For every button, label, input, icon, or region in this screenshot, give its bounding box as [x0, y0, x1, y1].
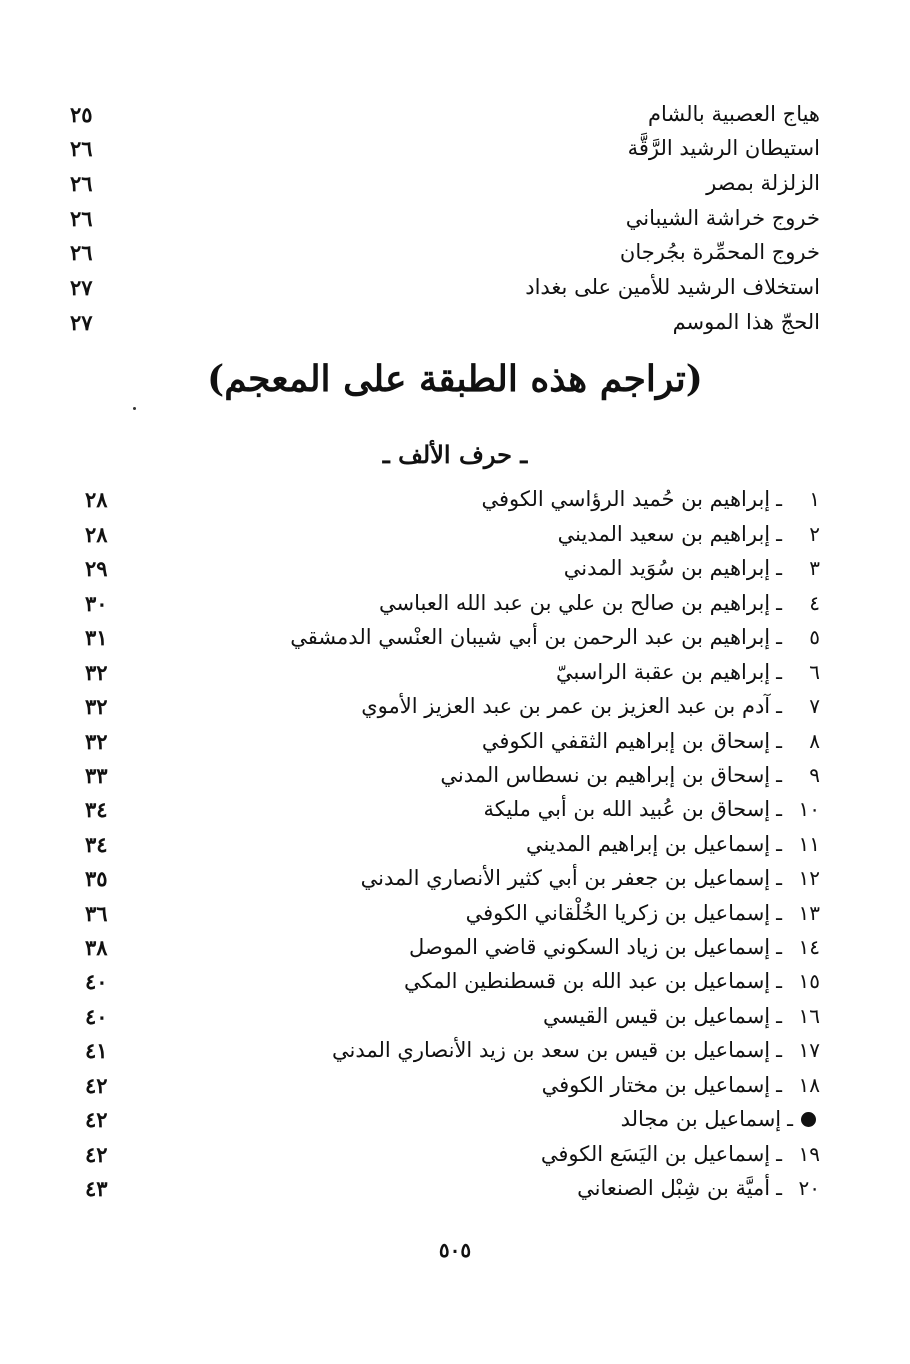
entry-dash: ـ: [787, 1107, 793, 1131]
entry-number: ٩: [809, 763, 820, 787]
toc-row: [70, 166, 820, 200]
entry-page-number: ٢٨: [85, 486, 108, 512]
entry-number: ٣: [809, 556, 820, 580]
entry-number: ١٧: [798, 1038, 820, 1062]
entry-row: [85, 999, 820, 1033]
entry-dash: ـ: [776, 832, 782, 856]
entry-dash: ـ: [776, 901, 782, 925]
entry-row: [85, 586, 820, 620]
entry-dash: ـ: [776, 797, 782, 821]
entry-name: إبراهيم بن عقبة الراسبيّ: [555, 660, 771, 684]
section-heading: (تراجم هذه الطبقة على المعجم): [207, 358, 703, 400]
toc-page-number: ٢٦: [70, 205, 93, 231]
entry-page-number: ٣٢: [85, 728, 108, 754]
entry-page-number: ٣٢: [85, 693, 108, 719]
entry-number: ١: [809, 487, 820, 511]
entry-name: إبراهيم بن حُميد الرؤاسي الكوفي: [481, 487, 771, 511]
entry-name: إبراهيم بن صالح بن علي بن عبد الله العباسي: [379, 591, 771, 615]
entry-row: [85, 655, 820, 689]
entry-row: [85, 689, 820, 723]
entry-row: [85, 1033, 820, 1067]
entry-number: ٢: [809, 522, 820, 546]
toc-title: هياج العصبية بالشام: [648, 102, 820, 126]
toc-row: [70, 235, 820, 269]
entry-dash: ـ: [776, 1004, 782, 1028]
toc-page-number: ٢٦: [70, 135, 93, 161]
entry-number: ٦: [809, 660, 820, 684]
toc-row: [70, 305, 820, 339]
entry-row: [85, 1171, 820, 1205]
entry-number: ١٢: [798, 866, 820, 890]
entry-number: ١٥: [798, 969, 820, 993]
toc-title: استيطان الرشيد الرَّقَّة: [627, 136, 820, 160]
entry-name: إبراهيم بن سُوَيد المدني: [563, 556, 771, 580]
entry-number: ١٩: [798, 1142, 820, 1166]
entry-row: [85, 792, 820, 826]
page-number: ٥٠٥: [438, 1238, 472, 1262]
entry-dash: ـ: [776, 522, 782, 546]
entry-number: ١٣: [798, 901, 820, 925]
entry-number: ١٠: [798, 797, 820, 821]
toc-row: [70, 97, 820, 131]
entry-name: إسماعيل بن مجالد: [620, 1107, 782, 1131]
toc-title: الزلزلة بمصر: [706, 171, 820, 195]
entry-name: إسحاق بن إبراهيم الثقفي الكوفي: [481, 729, 771, 753]
entry-page-number: ٢٨: [85, 521, 108, 547]
page-speck: [133, 407, 136, 410]
entry-dash: ـ: [776, 866, 782, 890]
entry-dash: ـ: [776, 935, 782, 959]
entry-page-number: ٤٢: [85, 1072, 108, 1098]
entry-dash: ـ: [776, 1073, 782, 1097]
toc-page-number: ٢٧: [70, 274, 93, 300]
entry-page-number: ٣٨: [85, 934, 108, 960]
entry-page-number: ٣٤: [85, 796, 108, 822]
entry-page-number: ٣٣: [85, 762, 108, 788]
entry-page-number: ٣٥: [85, 865, 108, 891]
entry-name: إسماعيل بن جعفر بن أبي كثير الأنصاري المدني: [360, 866, 771, 890]
entry-page-number: ٤٢: [85, 1141, 108, 1167]
entry-dash: ـ: [776, 763, 782, 787]
entry-dash: ـ: [776, 591, 782, 615]
toc-row: [70, 270, 820, 304]
entry-row: [85, 861, 820, 895]
entry-number: ٧: [809, 694, 820, 718]
entry-name: إسحاق بن عُبيد الله بن أبي مليكة: [483, 797, 771, 821]
entry-row: [85, 1068, 820, 1102]
toc-page-number: ٢٦: [70, 239, 93, 265]
entry-row: [85, 1137, 820, 1171]
entry-row: [85, 724, 820, 758]
entry-name: إبراهيم بن سعيد المديني: [557, 522, 771, 546]
sub-heading: ـ حرف الألف ـ: [382, 440, 528, 469]
toc-title: خروج خراشة الشيباني: [625, 206, 820, 230]
entry-page-number: ٤٢: [85, 1106, 108, 1132]
entry-dash: ـ: [776, 1038, 782, 1062]
entry-name: إسماعيل بن إبراهيم المديني: [525, 832, 771, 856]
entry-name: إسماعيل بن زكريا الخُلْقاني الكوفي: [465, 901, 771, 925]
toc-title: الحجّ هذا الموسم: [672, 310, 820, 334]
entry-page-number: ٤٠: [85, 1003, 108, 1029]
entry-row: [85, 827, 820, 861]
entry-dash: ـ: [776, 556, 782, 580]
entry-row: [85, 517, 820, 551]
entry-page-number: ٣٢: [85, 659, 108, 685]
entry-page-number: ٣٠: [85, 590, 108, 616]
entry-page-number: ٣١: [85, 624, 108, 650]
entry-page-number: ٤١: [85, 1037, 108, 1063]
toc-title: خروج المحمِّرة بجُرجان: [619, 240, 820, 264]
entry-page-number: ٢٩: [85, 555, 108, 581]
entry-number: ١٤: [798, 935, 820, 959]
entry-number: ١٦: [798, 1004, 820, 1028]
entry-number: ١٨: [798, 1073, 820, 1097]
bullet-icon: [801, 1112, 816, 1127]
entry-dash: ـ: [776, 625, 782, 649]
entry-row: [85, 964, 820, 998]
toc-page-number: ٢٧: [70, 309, 93, 335]
entry-dash: ـ: [776, 1176, 782, 1200]
entry-number: ٨: [809, 729, 820, 753]
entry-page-number: ٤٣: [85, 1175, 108, 1201]
entry-name: إسحاق بن إبراهيم بن نسطاس المدني: [440, 763, 771, 787]
toc-row: [70, 201, 820, 235]
entry-name: إسماعيل بن قيس بن سعد بن زيد الأنصاري المدني: [332, 1038, 771, 1062]
entry-row: [85, 930, 820, 964]
entry-name: إسماعيل بن اليَسَع الكوفي: [540, 1142, 771, 1166]
entry-name: إسماعيل بن قيس القيسي: [542, 1004, 771, 1028]
entry-dash: ـ: [776, 694, 782, 718]
toc-page-number: ٢٦: [70, 170, 93, 196]
entry-dash: ـ: [776, 969, 782, 993]
entry-row: [85, 1102, 820, 1136]
entry-row: [85, 482, 820, 516]
entry-name: آدم بن عبد العزيز بن عمر بن عبد العزيز الأموي: [361, 694, 771, 718]
entry-number: ١١: [798, 832, 820, 856]
entry-dash: ـ: [776, 1142, 782, 1166]
toc-page-number: ٢٥: [70, 101, 93, 127]
entry-row: [85, 620, 820, 654]
entry-page-number: ٣٦: [85, 900, 108, 926]
entry-name: إسماعيل بن عبد الله بن قسطنطين المكي: [403, 969, 771, 993]
toc-row: [70, 131, 820, 165]
entry-number: ٢٠: [798, 1176, 820, 1200]
entry-name: إسماعيل بن مختار الكوفي: [541, 1073, 771, 1097]
entry-number: ٤: [809, 591, 820, 615]
entry-name: أميَّة بن شِبْل الصنعاني: [577, 1176, 771, 1200]
entry-row: [85, 551, 820, 585]
entry-name: إبراهيم بن عبد الرحمن بن أبي شيبان العنْسي الدمشقي: [290, 625, 771, 649]
entry-dash: ـ: [776, 487, 782, 511]
toc-title: استخلاف الرشيد للأمين على بغداد: [525, 275, 820, 299]
entry-page-number: ٤٠: [85, 968, 108, 994]
entry-dash: ـ: [776, 729, 782, 753]
entry-row: [85, 758, 820, 792]
entry-number: ٥: [809, 625, 820, 649]
entry-name: إسماعيل بن زياد السكوني قاضي الموصل: [408, 935, 771, 959]
entry-page-number: ٣٤: [85, 831, 108, 857]
entry-row: [85, 896, 820, 930]
entry-dash: ـ: [776, 660, 782, 684]
